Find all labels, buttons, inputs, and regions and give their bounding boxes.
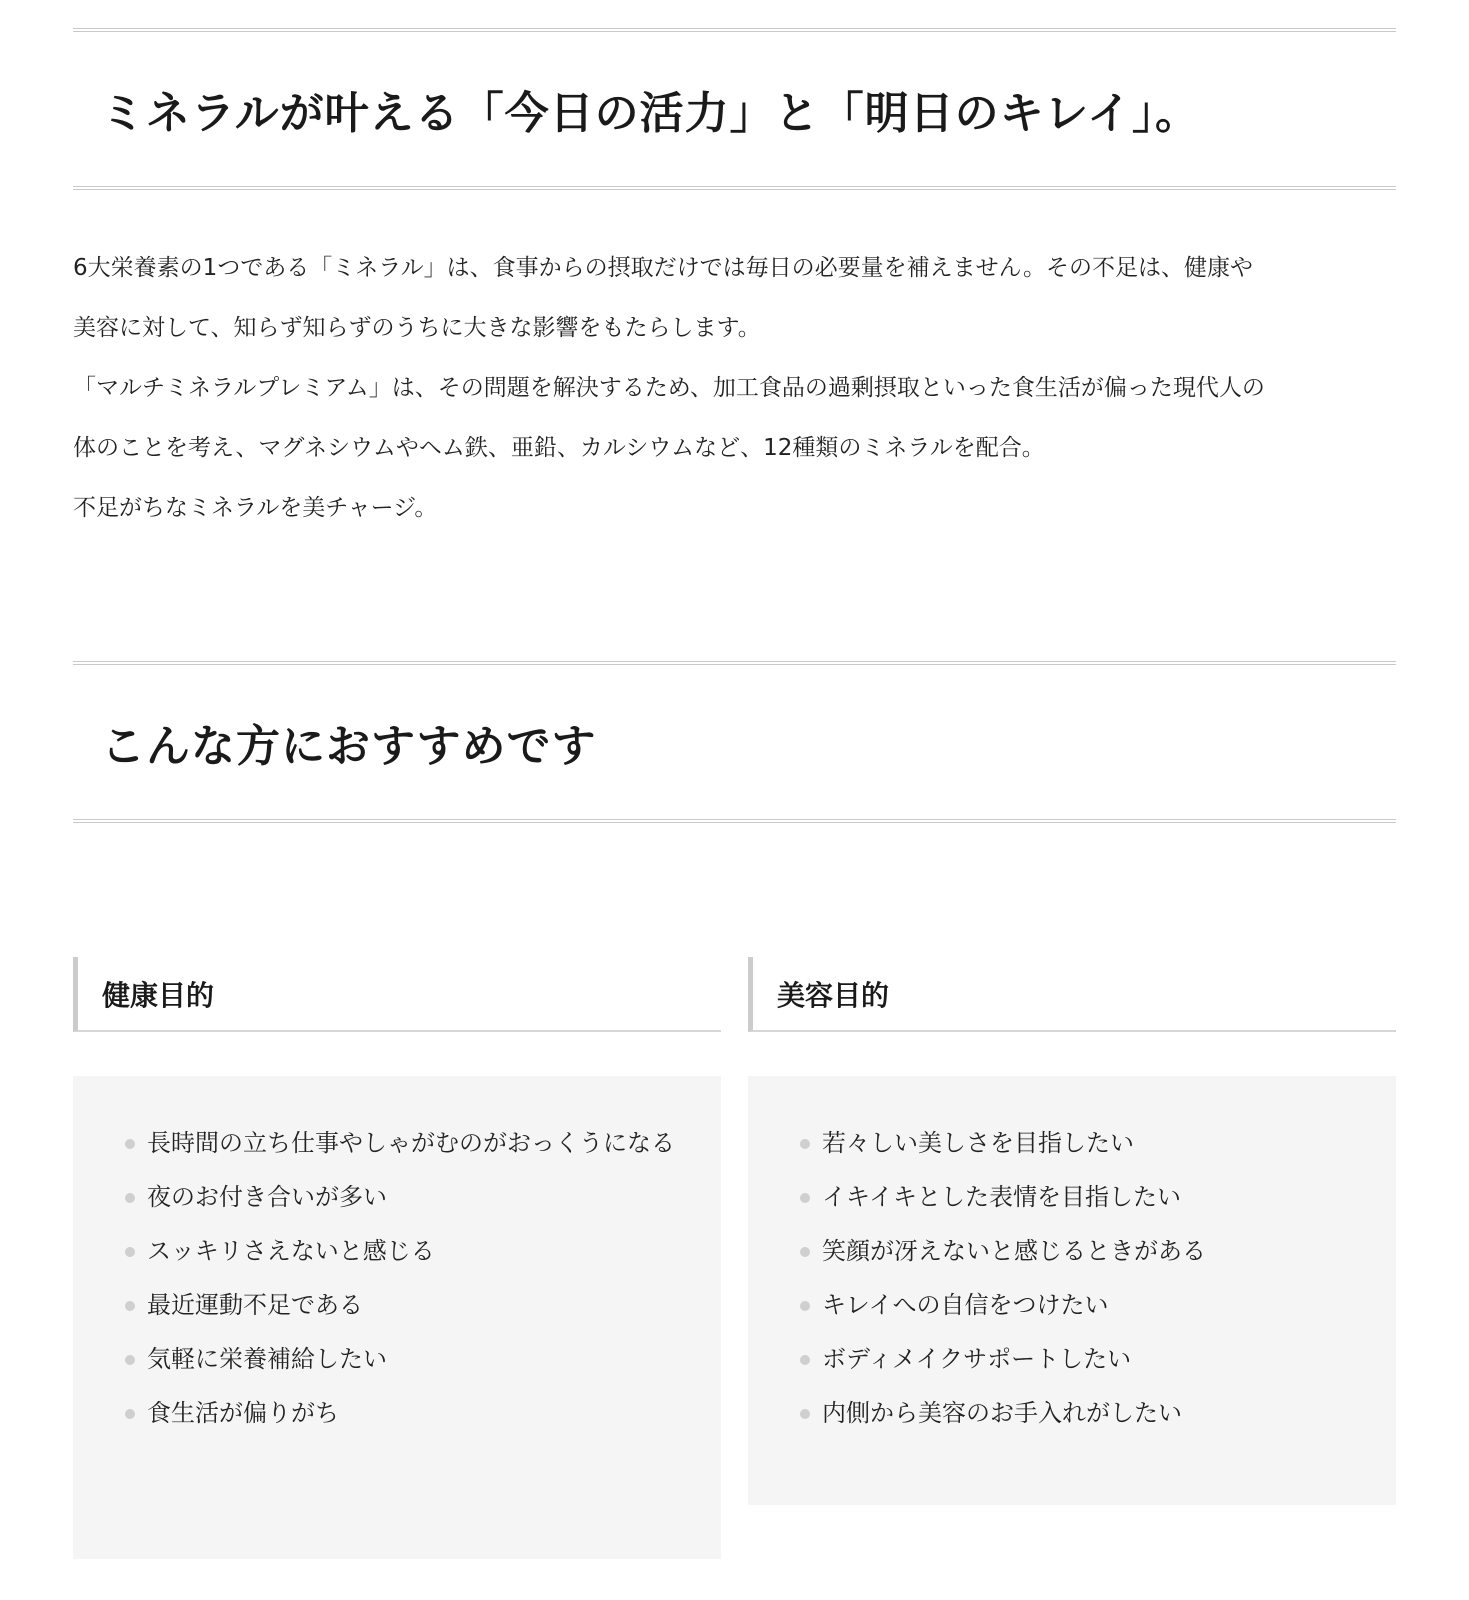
list-item (125, 1386, 681, 1440)
list-item (800, 1224, 1356, 1278)
list-item (125, 1224, 681, 1278)
list-item (800, 1170, 1356, 1224)
intro-line: 「マルチミネラルプレミアム」は、その問題を解決するため、加工食品の過剰摂取といった食生活が偏った現代人の (73, 375, 1265, 401)
list-item (800, 1386, 1356, 1440)
list-item-text: 若々しい美しさを目指したい (822, 1129, 1134, 1157)
health-purpose-heading (73, 957, 721, 1032)
beauty-list (800, 1116, 1356, 1440)
list-item-text: 夜のお付き合いが多い (147, 1183, 387, 1211)
bullet-icon (125, 1355, 135, 1365)
intro-line: 美容に対して、知らず知らずのうちに大きな影響をもたらします。 (73, 315, 761, 341)
list-item (800, 1278, 1356, 1332)
list-item-text: 食生活が偏りがち (147, 1399, 339, 1427)
bullet-icon (800, 1355, 810, 1365)
bullet-icon (125, 1409, 135, 1419)
list-item-text: スッキリさえないと感じる (147, 1237, 435, 1265)
column-title: 美容目的 (777, 978, 890, 1012)
list-item (125, 1170, 681, 1224)
column-title: 健康目的 (102, 978, 215, 1012)
intro-text (73, 238, 1403, 538)
section-heading-recommend (73, 661, 1396, 823)
intro-line: 不足がちなミネラルを美チャージ。 (73, 495, 438, 521)
bullet-icon (125, 1193, 135, 1203)
intro-line: 6大栄養素の1つである「ミネラル」は、食事からの摂取だけでは毎日の必要量を補えません。その不足は、健康や (73, 255, 1253, 281)
list-item-text: 気軽に栄養補給したい (147, 1345, 387, 1373)
bullet-icon (800, 1193, 810, 1203)
list-item (125, 1332, 681, 1386)
beauty-purpose-heading (748, 957, 1396, 1032)
list-item-text: イキイキとした表情を目指したい (822, 1183, 1182, 1211)
list-item-text: ボディメイクサポートしたい (822, 1345, 1132, 1373)
section-title: ミネラルが叶える「今日の活力」と「明日のキレイ」。 (101, 88, 1201, 139)
section-heading-vitality (73, 28, 1396, 190)
health-list-box (73, 1076, 721, 1559)
list-item-text: キレイへの自信をつけたい (822, 1291, 1109, 1319)
bullet-icon (125, 1139, 135, 1149)
beauty-list-box (748, 1076, 1396, 1505)
list-item-text: 笑顔が冴えないと感じるときがある (822, 1237, 1206, 1265)
bullet-icon (125, 1301, 135, 1311)
intro-line: 体のことを考え、マグネシウムやヘム鉄、亜鉛、カルシウムなど、12種類のミネラルを配合。 (73, 435, 1045, 461)
bullet-icon (800, 1301, 810, 1311)
list-item-text: 最近運動不足である (147, 1291, 363, 1319)
bullet-icon (800, 1247, 810, 1257)
list-item-text: 長時間の立ち仕事やしゃがむのがおっくうになる (147, 1129, 675, 1157)
list-item (125, 1116, 681, 1170)
list-item (800, 1332, 1356, 1386)
bullet-icon (800, 1409, 810, 1419)
bullet-icon (800, 1139, 810, 1149)
list-item (125, 1278, 681, 1332)
health-list (125, 1116, 681, 1440)
section-title: こんな方におすすめです (101, 721, 597, 772)
list-item (800, 1116, 1356, 1170)
list-item-text: 内側から美容のお手入れがしたい (822, 1399, 1182, 1427)
bullet-icon (125, 1247, 135, 1257)
